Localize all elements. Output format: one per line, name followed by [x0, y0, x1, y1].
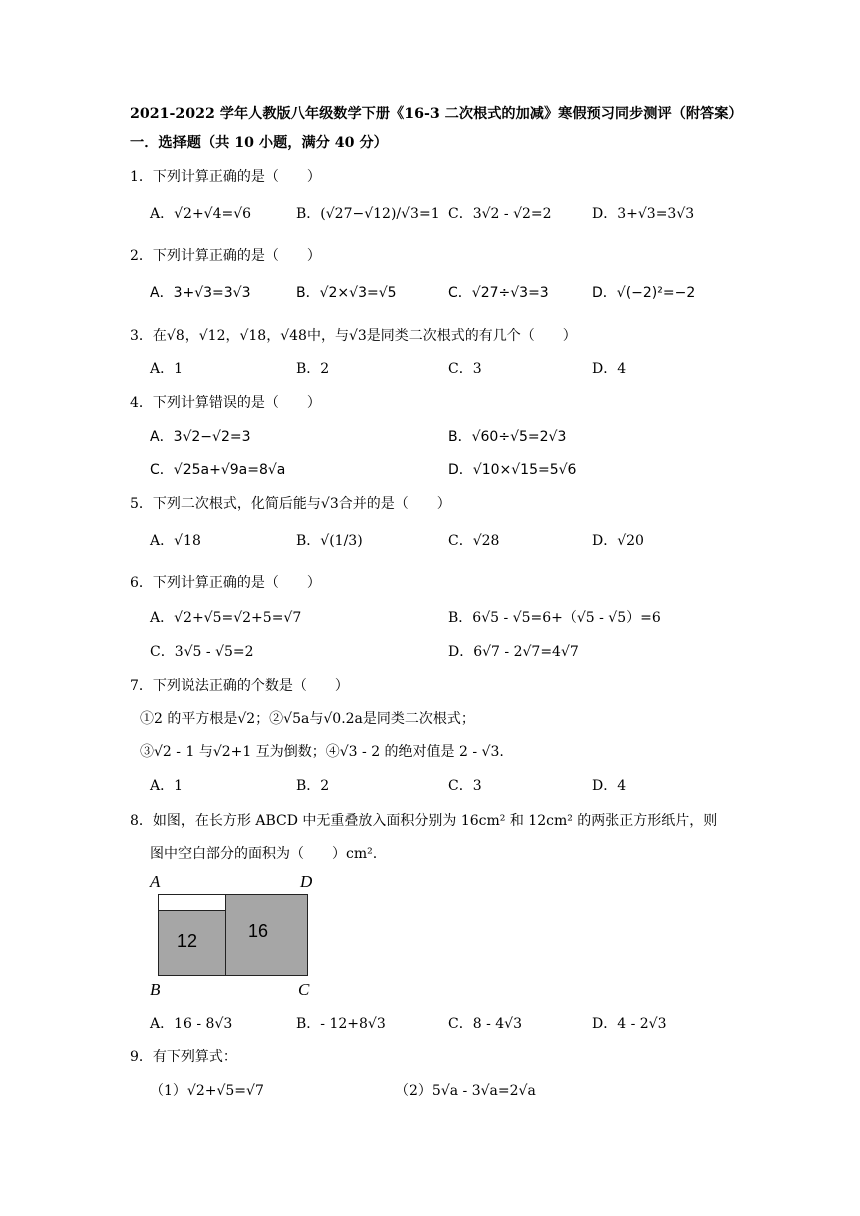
- q5-option-b: B．√(1/3): [296, 533, 363, 549]
- q3-option-d: D．4: [592, 361, 627, 377]
- q7-statements-1: ①2 的平方根是√2；②√5a与√0.2a是同类二次根式；: [140, 711, 475, 727]
- q3-option-b: B．2: [296, 361, 330, 377]
- q7-option-c: C．3: [448, 778, 482, 794]
- square-16-label: 16: [248, 921, 269, 941]
- q5-option-d: D．√20: [592, 533, 644, 549]
- rectangle-abcd-figure: [146, 872, 326, 1002]
- q1-option-c: C．3√2 - √2=2: [448, 206, 552, 222]
- q2-option-c: C．√27÷√3=3: [448, 285, 549, 301]
- q6-option-c: C．3√5 - √5=2: [150, 644, 254, 660]
- q4-option-a: A．3√2−√2=3: [150, 429, 251, 445]
- q5-option-a: A．√18: [150, 533, 201, 549]
- q1-option-d: D．3+√3=3√3: [592, 206, 695, 222]
- q3-option-a: A．1: [150, 361, 184, 377]
- question-7-stem: 7．下列说法正确的个数是（ ）: [130, 678, 349, 694]
- vertex-label-c: C: [298, 980, 310, 999]
- q7-option-b: B．2: [296, 778, 330, 794]
- q6-option-b: B．6√5 - √5=6+（√5 - √5）=6: [448, 610, 661, 626]
- q9-item-2: （2）5√a - 3√a=2√a: [395, 1083, 536, 1099]
- question-2-stem: 2．下列计算正确的是（ ）: [130, 248, 321, 264]
- q4-option-c: C．√25a+√9a=8√a: [150, 462, 286, 478]
- question-5-stem: 5．下列二次根式，化简后能与√3合并的是（ ）: [130, 496, 451, 512]
- question-3-stem: 3．在√8，√12，√18，√48中，与√3是同类二次根式的有几个（ ）: [130, 328, 577, 344]
- q8-option-a: A．16 - 8√3: [150, 1016, 233, 1032]
- q1-option-a: A．√2+√4=√6: [150, 206, 252, 222]
- q6-option-a: A．√2+√5=√2+5=√7: [150, 610, 302, 626]
- question-6-stem: 6．下列计算正确的是（ ）: [130, 575, 321, 591]
- square-12: [158, 910, 226, 976]
- question-4-stem: 4．下列计算错误的是（ ）: [130, 395, 321, 411]
- q8-option-b: B．- 12+8√3: [296, 1016, 386, 1032]
- q3-option-c: C．3: [448, 361, 482, 377]
- q2-option-d: D．√(−2)²=−2: [592, 285, 696, 301]
- q4-option-d: D．√10×√15=5√6: [448, 462, 577, 478]
- q8-option-d: D．4 - 2√3: [592, 1016, 667, 1032]
- q7-option-a: A．1: [150, 778, 184, 794]
- vertex-label-b: B: [150, 980, 161, 999]
- q9-item-1: （1）√2+√5=√7: [150, 1083, 264, 1099]
- q2-option-b: B．√2×√3=√5: [296, 285, 397, 301]
- q6-option-d: D．6√7 - 2√7=4√7: [448, 644, 579, 660]
- q7-option-d: D．4: [592, 778, 627, 794]
- q1-option-b: B．(√27−√12)/√3=1: [296, 206, 440, 222]
- q8-option-c: C．8 - 4√3: [448, 1016, 522, 1032]
- square-12-label: 12: [177, 931, 198, 951]
- question-8-stem-continued: 图中空白部分的面积为（ ）cm².: [150, 846, 378, 862]
- square-16: [225, 894, 308, 976]
- question-8-stem: 8．如图，在长方形 ABCD 中无重叠放入面积分别为 16cm² 和 12cm² 的两张正方形纸片，则: [130, 813, 718, 829]
- vertex-label-a: A: [150, 872, 161, 891]
- section-heading: 一．选择题（共 10 小题，满分 40 分）: [130, 135, 388, 151]
- question-9-stem: 9．有下列算式：: [130, 1049, 237, 1065]
- q5-option-c: C．√28: [448, 533, 500, 549]
- q2-option-a: A．3+√3=3√3: [150, 285, 251, 301]
- question-1-stem: 1．下列计算正确的是（ ）: [130, 169, 321, 185]
- q7-statements-2: ③√2 - 1 与√2+1 互为倒数；④√3 - 2 的绝对值是 2 - √3.: [140, 744, 504, 760]
- doc-title: 2021-2022 学年人教版八年级数学下册《16-3 二次根式的加减》寒假预习同步测评（附答案）: [130, 106, 743, 122]
- q4-option-b: B．√60÷√5=2√3: [448, 429, 567, 445]
- vertex-label-d: D: [300, 872, 313, 891]
